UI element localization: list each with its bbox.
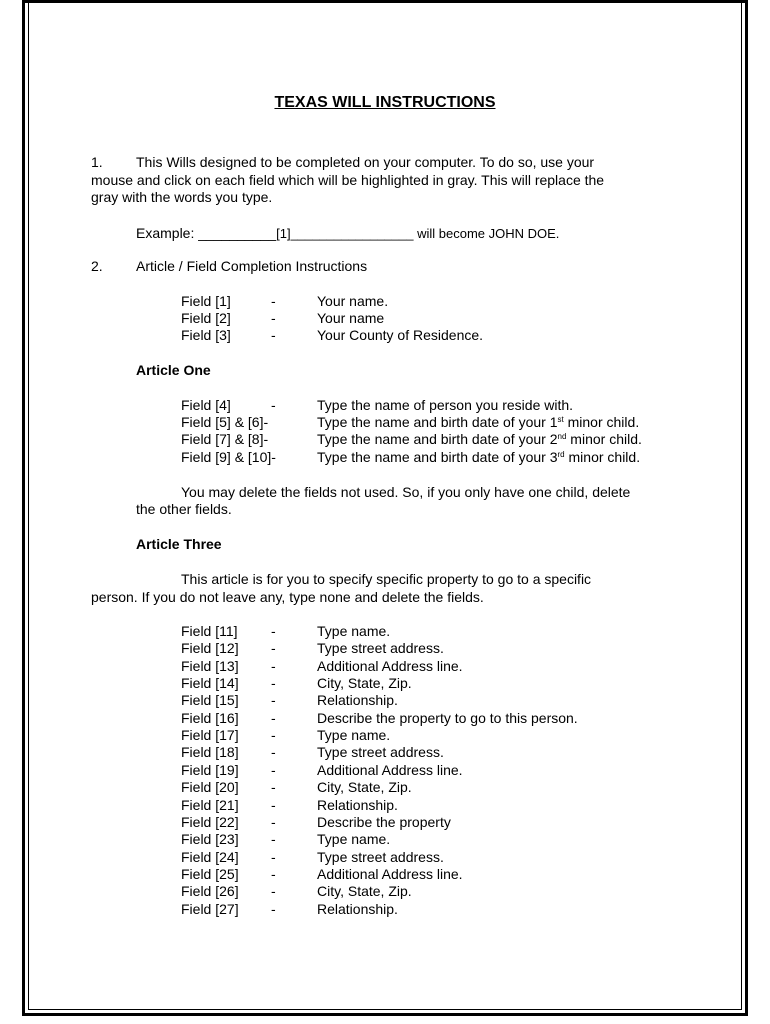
field-description: City, State, Zip.: [317, 883, 412, 899]
intro-number: 1.: [91, 154, 103, 170]
field-dash: -: [271, 797, 276, 813]
field-label: Field [25]: [181, 866, 239, 882]
field-description: Relationship.: [317, 692, 398, 708]
example-label: Example: __________: [136, 225, 277, 241]
section-2-heading: Article / Field Completion Instructions: [136, 258, 368, 274]
field-description: Type the name and birth date of your 1st minor child.: [317, 414, 640, 430]
field-label: Field [16]: [181, 710, 239, 726]
field-description: Additional Address line.: [317, 658, 463, 674]
field-description: Additional Address line.: [317, 866, 463, 882]
field-label: Field [23]: [181, 831, 239, 847]
field-dash: -: [271, 901, 276, 917]
example-result: will become JOHN DOE.: [413, 226, 560, 241]
field-label: Field [15]: [181, 692, 239, 708]
field-description: Type the name and birth date of your 3rd minor child.: [317, 449, 641, 465]
field-dash: -: [271, 762, 276, 778]
field-dash: -: [271, 831, 276, 847]
field-dash: -: [271, 849, 276, 865]
field-description: City, State, Zip.: [317, 675, 412, 691]
field-label: Field [5] & [6]-: [181, 414, 269, 430]
field-dash: -: [271, 866, 276, 882]
article-three-heading: Article Three: [136, 536, 222, 552]
field-label: Field [20]: [181, 779, 239, 795]
field-dash: -: [271, 779, 276, 795]
field-description: City, State, Zip.: [317, 779, 412, 795]
field-label: Field [26]: [181, 883, 239, 899]
field-label: Field [3]: [181, 327, 231, 343]
field-label: Field [18]: [181, 744, 239, 760]
intro-line-2: mouse and click on each field which will be highlighted in gray. This will replace the: [91, 172, 605, 188]
field-label: Field [24]: [181, 849, 239, 865]
field-label: Field [2]: [181, 310, 231, 326]
field-description: Additional Address line.: [317, 762, 463, 778]
field-dash: -: [271, 293, 276, 309]
document-title: TEXAS WILL INSTRUCTIONS: [274, 94, 496, 111]
article-one-note-line-1: You may delete the fields not used. So, if you only have one child, delete: [181, 484, 631, 500]
field-label: Field [7] & [8]-: [181, 431, 269, 447]
article-one-note-line-2: the other fields.: [136, 501, 232, 517]
field-dash: -: [271, 883, 276, 899]
field-description: Your County of Residence.: [317, 327, 484, 343]
field-dash: -: [271, 327, 276, 343]
article-three-para-line-1: This article is for you to specify specific property to go to a specific: [181, 571, 592, 587]
field-label: Field [19]: [181, 762, 239, 778]
field-description: Type street address.: [317, 640, 444, 656]
field-dash: -: [271, 675, 276, 691]
field-description: Type name.: [317, 727, 391, 743]
intro-line-1: This Wills designed to be completed on your computer. To do so, use your: [136, 154, 595, 170]
field-dash: -: [271, 640, 276, 656]
field-label: Field [13]: [181, 658, 239, 674]
example-line: [136, 225, 559, 242]
field-dash: -: [271, 692, 276, 708]
field-dash: -: [271, 310, 276, 326]
field-description: Describe the property: [317, 814, 451, 830]
field-label: Field [12]: [181, 640, 239, 656]
example-field: [1]_________________: [276, 226, 414, 241]
article-one-heading: Article One: [136, 362, 211, 378]
field-label: Field [1]: [181, 293, 231, 309]
field-dash: -: [271, 710, 276, 726]
field-label: Field [21]: [181, 797, 239, 813]
field-description: Type name.: [317, 831, 391, 847]
field-description: Type street address.: [317, 744, 444, 760]
field-description: Relationship.: [317, 901, 398, 917]
field-description: Relationship.: [317, 797, 398, 813]
field-description: Your name: [317, 310, 385, 326]
field-label: Field [11]: [181, 623, 238, 639]
field-dash: -: [271, 744, 276, 760]
field-description: Your name.: [317, 293, 389, 309]
field-label: Field [9] & [10]-: [181, 449, 276, 465]
field-description: Type street address.: [317, 849, 444, 865]
article-three-para-line-2: person. If you do not leave any, type none and delete the fields.: [91, 589, 484, 605]
field-label: Field [27]: [181, 901, 239, 917]
field-dash: -: [271, 623, 276, 639]
field-description: Type name.: [317, 623, 391, 639]
field-label: Field [22]: [181, 814, 239, 830]
field-dash: -: [271, 658, 276, 674]
field-description: Type the name of person you reside with.: [317, 397, 574, 413]
intro-line-3: gray with the words you type.: [91, 189, 273, 205]
field-description: Describe the property to go to this person.: [317, 710, 578, 726]
field-description: Type the name and birth date of your 2nd minor child.: [317, 431, 642, 447]
field-dash: -: [271, 814, 276, 830]
field-label: Field [14]: [181, 675, 239, 691]
field-label: Field [4]: [181, 397, 231, 413]
field-dash: -: [271, 397, 276, 413]
field-label: Field [17]: [181, 727, 239, 743]
field-dash: -: [271, 727, 276, 743]
section-2-number: 2.: [91, 258, 103, 274]
